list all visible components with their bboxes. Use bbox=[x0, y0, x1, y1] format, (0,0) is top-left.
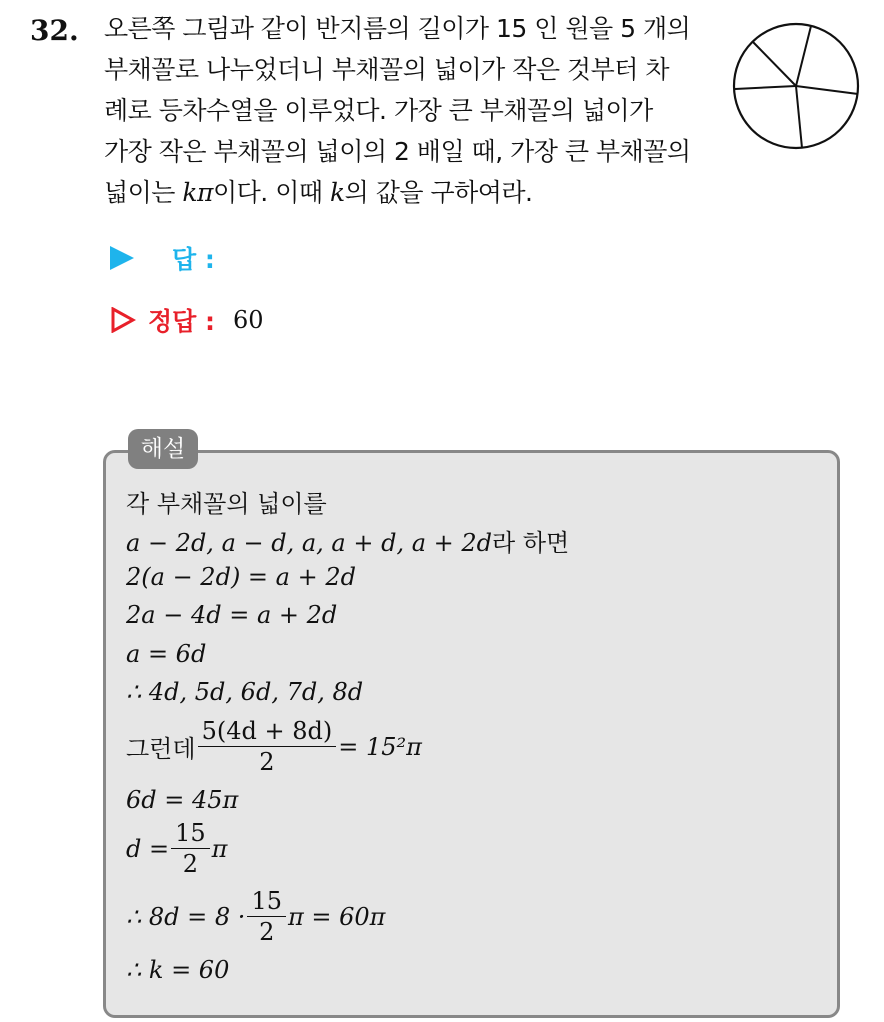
fraction-denominator: 2 bbox=[171, 848, 210, 879]
solution-line-11: ∴ k = 60 bbox=[126, 956, 230, 984]
problem-line-5-mid: 이다. 이때 bbox=[213, 178, 323, 207]
solution-line-1: 각 부채꼴의 넓이를 bbox=[126, 490, 327, 518]
solution-line-6: ∴ 4d, 5d, 6d, 7d, 8d bbox=[126, 678, 364, 706]
solution-tag: 해설 bbox=[128, 429, 198, 469]
solution-line-10-lhs: ∴ 8d = 8 · bbox=[126, 902, 246, 931]
problem-number: 32. bbox=[30, 14, 79, 47]
solution-line-10-fraction bbox=[249, 886, 284, 947]
problem-line-3: 례로 등차수열을 이루었다. 가장 큰 부채꼴의 넓이가 bbox=[104, 96, 653, 125]
solution-line-2-math: a − 2d, a − d, a, a + d, a + 2d bbox=[126, 529, 493, 557]
sector-divider-4 bbox=[796, 86, 858, 94]
k-variable: k bbox=[329, 178, 345, 207]
solution-line-5: a = 6d bbox=[126, 640, 207, 668]
solution-line-7-rhs: = 15²π bbox=[338, 732, 422, 761]
solution-line-7-text: 그런데 bbox=[126, 735, 196, 763]
problem-line-5-prefix: 넓이는 bbox=[104, 178, 175, 207]
solution-line-7 bbox=[126, 716, 422, 777]
sector-divider-1 bbox=[753, 42, 796, 86]
problem-line-1: 오른쪽 그림과 같이 반지름의 길이가 15 인 원을 5 개의 bbox=[104, 14, 691, 43]
solution-line-9-rhs: π bbox=[211, 834, 228, 863]
problem-line-5-suffix: 의 값을 구하여라. bbox=[344, 178, 533, 207]
solution-line-10 bbox=[126, 886, 385, 947]
solution-line-3: 2(a − 2d) = a + 2d bbox=[126, 563, 356, 591]
solution-line-4: 2a − 4d = a + 2d bbox=[126, 601, 338, 629]
answer-label: 답 : bbox=[172, 245, 215, 274]
problem-text bbox=[104, 8, 714, 213]
correct-answer-label: 정답 : bbox=[148, 307, 216, 336]
problem-line-5 bbox=[104, 172, 714, 213]
sector-divider-5 bbox=[796, 86, 802, 148]
solution-line-7-fraction bbox=[200, 716, 335, 777]
solution-line-10-rhs: π = 60π bbox=[287, 902, 386, 931]
fraction-denominator: 2 bbox=[198, 746, 337, 777]
sector-circle-figure bbox=[732, 16, 862, 158]
sector-divider-2 bbox=[796, 26, 811, 86]
solution-line-9 bbox=[126, 818, 227, 879]
fraction-denominator: 2 bbox=[247, 916, 286, 947]
problem-line-2: 부채꼴로 나누었더니 부채꼴의 넓이가 작은 것부터 차 bbox=[104, 55, 669, 84]
solution-line-2-text: 라 하면 bbox=[492, 529, 570, 557]
fraction-numerator: 15 bbox=[175, 819, 206, 847]
answer-triangle-icon bbox=[110, 246, 134, 270]
correct-answer-value: 60 bbox=[233, 306, 264, 334]
solution-line-9-fraction bbox=[173, 818, 208, 879]
correct-answer-row bbox=[110, 300, 264, 340]
problem-line-4: 가장 작은 부채꼴의 넓이의 2 배일 때, 가장 큰 부채꼴의 bbox=[104, 137, 691, 166]
fraction-numerator: 5(4d + 8d) bbox=[201, 717, 333, 745]
kpi-expression: kπ bbox=[182, 178, 213, 207]
fraction-numerator: 15 bbox=[251, 887, 282, 915]
solution-line-9-lhs: d = bbox=[126, 834, 170, 863]
solution-line-2 bbox=[126, 523, 569, 558]
solution-line-8: 6d = 45π bbox=[126, 786, 239, 814]
correct-triangle-icon bbox=[110, 307, 136, 333]
answer-row bbox=[110, 238, 215, 278]
sector-divider-3 bbox=[735, 86, 796, 89]
